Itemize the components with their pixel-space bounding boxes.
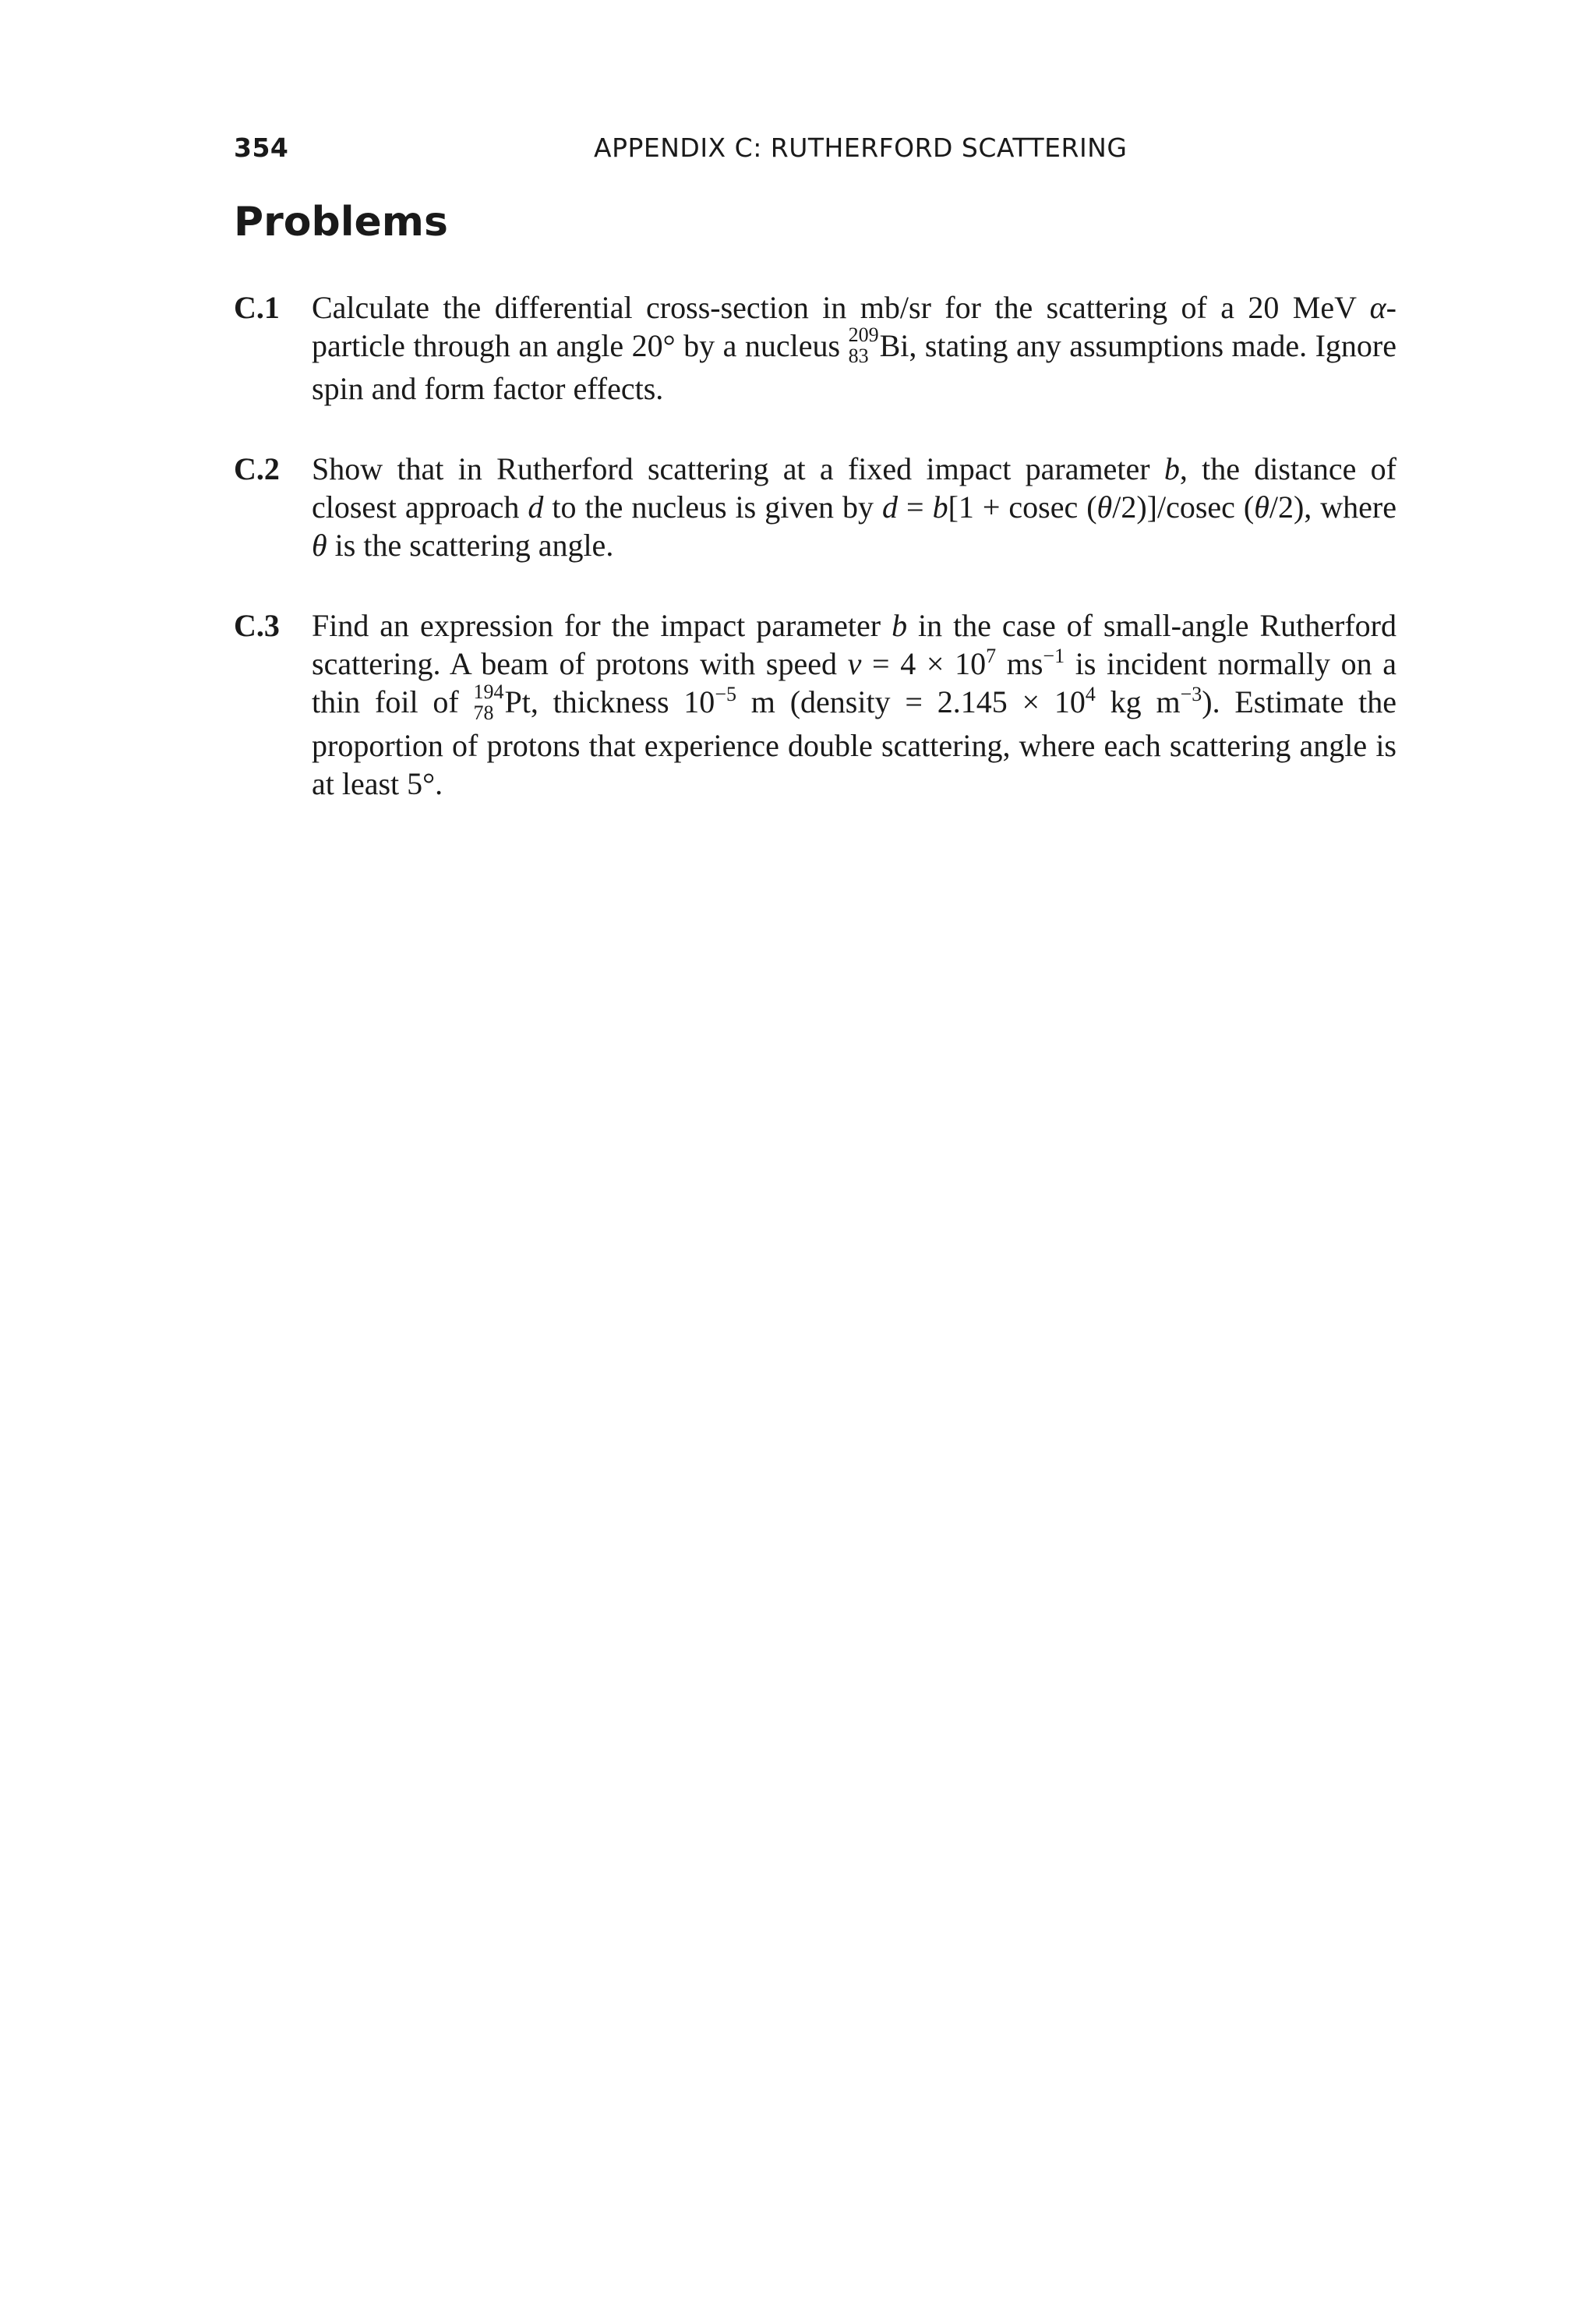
problem-c1	[234, 288, 1396, 408]
problem-number: C.2	[234, 451, 280, 487]
isotope-notation: 194 78	[473, 680, 504, 724]
running-head	[234, 133, 1396, 179]
running-title: APPENDIX C: RUTHERFORD SCATTERING	[594, 133, 1128, 163]
problem-text: Calculate the differential cross-section in mb/sr for the scattering of a 20 MeV α-particle through an angle 20° by a nucleus 209 83 Bi, stating any assumptions made. Ignore spin and form factor effects.	[312, 290, 1397, 407]
isotope-notation: 209 83	[848, 323, 879, 368]
problem-number: C.1	[234, 290, 280, 325]
problem-c3	[234, 606, 1396, 802]
problem-list	[234, 288, 1396, 845]
problem-text: Show that in Rutherford scattering at a fixed impact parameter b, the distance of closest approach d to the nucleus is given by d = b[1 + cosec (θ/2)]/cosec (θ/2), where θ is the scattering angle.	[312, 451, 1396, 564]
page-number: 354	[234, 133, 289, 163]
problem-text: Find an expression for the impact parameter b in the case of small-angle Rutherford scattering. A beam of protons with speed $v = 4 \times 10^7$ $ms^{-1}$ is incident normally on a thin foil of 194 78 Pt, thickness $10^{-5}$ m (density = $2.145 \times 10^4$ kg $m^{-3}$). Estimate the proportion of protons that experience double scattering, where each scattering angle is at least 5°.	[312, 608, 1396, 801]
problem-number: C.3	[234, 608, 280, 644]
problem-c2	[234, 450, 1396, 564]
section-heading: Problems	[234, 199, 448, 246]
